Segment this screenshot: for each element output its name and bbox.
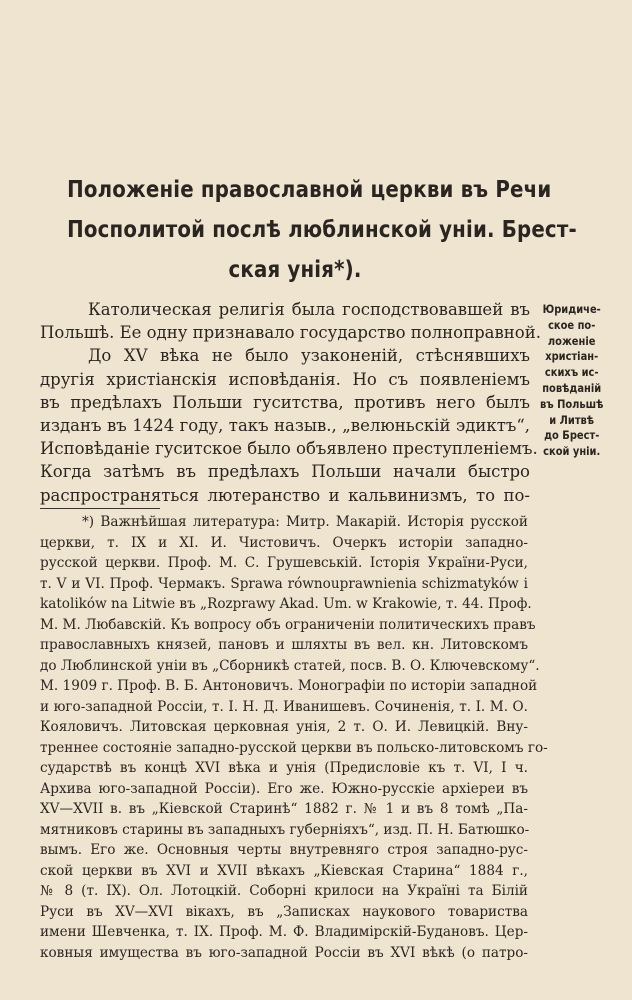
footnote-line: русской церкви. Проф. М. С. Грушевській. Історія України-Руси, xyxy=(40,555,528,571)
margin-note xyxy=(533,302,610,460)
footnote-line: М. 1909 г. Проф. В. Б. Антоновичъ. Монографіи по исторіи западной xyxy=(40,678,538,694)
margin-note-line: и Литвѣ xyxy=(549,412,595,427)
footnote xyxy=(40,512,548,963)
margin-note-line: повѣданій xyxy=(542,380,602,395)
footnote-line: мятниковъ старины въ западныхъ губерніяхъ“, изд. П. Н. Батюшко- xyxy=(40,821,530,838)
margin-note-line: ское по- xyxy=(548,317,596,332)
footnote-line: церкви, т. IX и XI. И. Чистовичъ. Очеркъ исторіи западно- xyxy=(40,534,528,551)
body-line: въ предѣлахъ Польши гуситства, противъ него былъ xyxy=(40,392,530,412)
footnote-line: katolików na Litwie въ „Rozprawy Akad. Um. w Krakowie, т. 44. Проф. xyxy=(40,596,532,612)
footnote-line: вымъ. Его же. Основныя черты внутревняго строя западно-рус- xyxy=(40,842,528,858)
footnote-line: Руси въ XV—XVI вікахъ, въ „Записках наукового товариства xyxy=(40,903,528,920)
body-text xyxy=(40,298,541,507)
footnote-line: ковныя имущества въ юго-западной Россіи въ XVI вѣкѣ (о патро- xyxy=(40,944,528,961)
body-line: До XV вѣка не было узаконеній, стѣснявшихъ xyxy=(88,346,530,366)
footnote-line: *) Важнѣйшая литература: Митр. Макарій. Исторія русской xyxy=(82,514,528,530)
footnote-line: и юго-западной Россіи, т. I. Н. Д. Иванишевъ. Сочиненія, т. I. М. О. xyxy=(40,698,528,715)
body-line: Исповѣданіе гуситское было объявлено преступленіемъ. xyxy=(40,439,538,459)
footnote-line: православныхъ князей, пановъ и шляхты въ вел. кн. Литовскомъ xyxy=(40,637,528,653)
body-line: Когда затѣмъ въ предѣлахъ Польши начали быстро xyxy=(40,462,530,482)
footnote-line: № 8 (т. IX). Ол. Лотоцкій. Соборні крилоси на Україні та Білій xyxy=(40,883,528,899)
body-line: Польшѣ. Ее одну признавало государство полноправной. xyxy=(40,323,541,343)
margin-note-line: ложеніе xyxy=(547,333,596,348)
footnote-line: XV—XVII в. въ „Кіевской Старинѣ“ 1882 г. № 1 и въ 8 томѣ „Па- xyxy=(40,801,528,817)
footnote-line: имени Шевченка, т. IX. Проф. М. Ф. Владимірскій-Будановъ. Цер- xyxy=(40,924,528,940)
body-line: другія христіанскія исповѣданія. Но съ появленіемъ xyxy=(40,369,530,389)
body-line: Католическая религія была господствовавшей въ xyxy=(88,300,530,319)
margin-note-line: скихъ ис- xyxy=(544,365,599,380)
title-line: ская унія*). xyxy=(228,257,362,283)
margin-note-line: Юридиче- xyxy=(542,302,601,316)
title-line: Положеніе православной церкви въ Речи xyxy=(67,177,552,203)
footnote-line: ской церкви въ XVI и XVII вѣкахъ „Кіевская Старина“ 1884 г., xyxy=(40,862,528,879)
margin-note-line: въ Польшѣ xyxy=(539,396,604,411)
title-line: Посполитой послѣ люблинской уніи. Брест- xyxy=(67,217,577,243)
footnote-line: до Люблинской уніи въ „Сборникѣ статей, посв. В. О. Ключевскому“. xyxy=(40,657,540,674)
body-line: изданъ въ 1424 году, такъ назыв., „велюньскій эдиктъ“, xyxy=(40,416,530,436)
footnote-divider xyxy=(40,508,160,509)
margin-note-line: ской уніи. xyxy=(543,444,601,459)
footnote-line: сударствѣ въ концѣ XVI вѣка и унія (Предисловіе къ т. VI, I ч. xyxy=(40,760,528,776)
footnote-line: т. V и VI. Проф. Чермакъ. Sprawa równouprawnienia schizmatyków i xyxy=(40,575,528,592)
margin-note-line: до Брест- xyxy=(544,428,600,443)
chapter-title xyxy=(67,170,577,290)
footnote-line: треннее состояніе западно-русской церкви въ польско-литовскомъ го- xyxy=(40,739,548,756)
footnote-line: Кояловичъ. Литовская церковная унія, 2 т. О. И. Левицкій. Вну- xyxy=(40,719,528,735)
footnote-line: М. М. Любавскій. Къ вопросу объ ограниченіи политическихъ правъ xyxy=(40,616,536,633)
footnote-line: Архива юго-западной Россіи). Его же. Южно-русскіе архіереи въ xyxy=(40,780,528,797)
margin-note-line: христіан- xyxy=(545,349,599,364)
body-line: распространяться лютеранство и кальвинизмъ, то по- xyxy=(40,485,530,505)
